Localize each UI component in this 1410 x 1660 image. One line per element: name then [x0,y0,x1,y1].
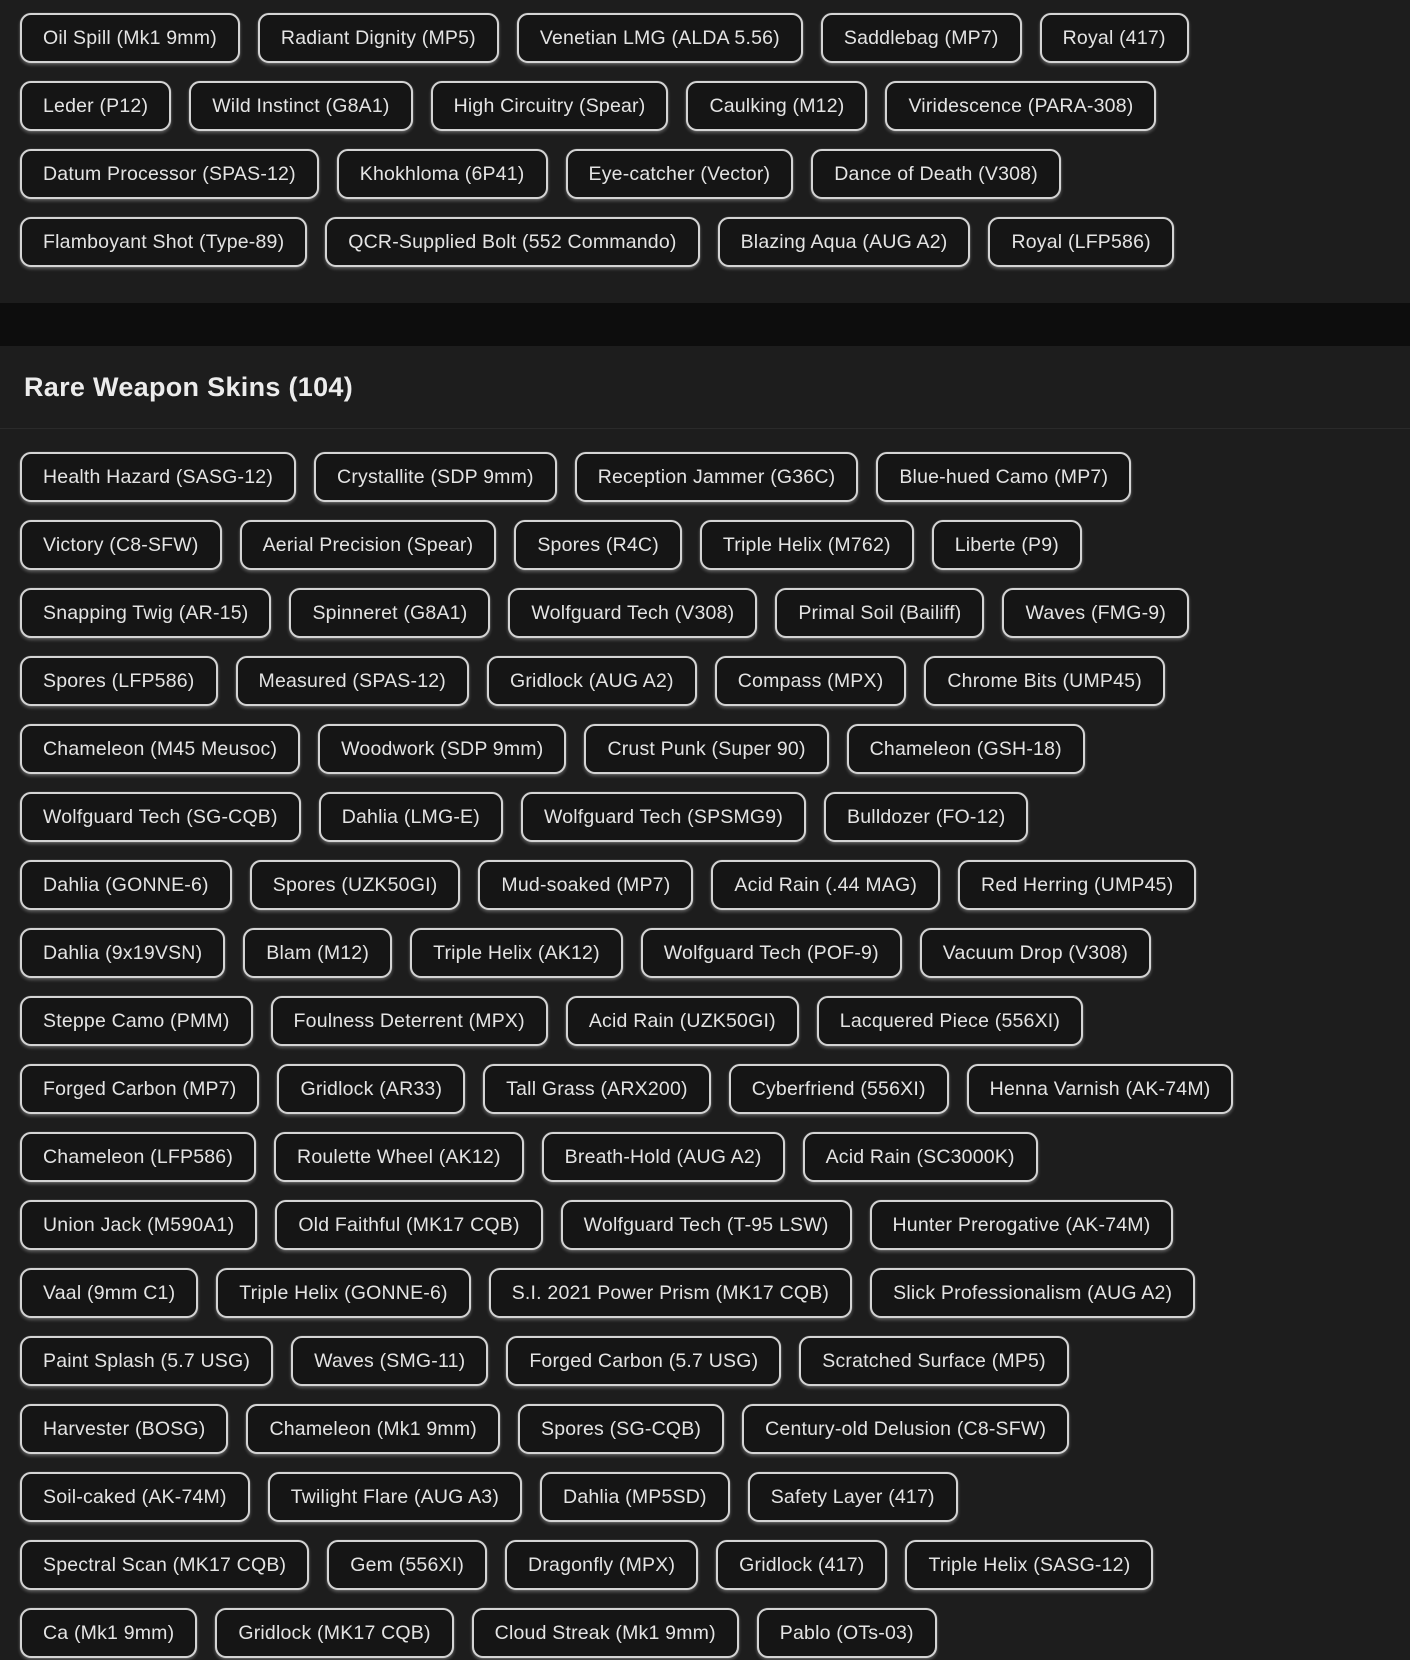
skin-pill[interactable]: Forged Carbon (MP7) [20,1064,259,1114]
skin-pill[interactable]: Aerial Precision (Spear) [240,520,497,570]
skin-pill[interactable]: Gridlock (MK17 CQB) [215,1608,453,1658]
skin-pill[interactable]: Steppe Camo (PMM) [20,996,253,1046]
skin-pill[interactable]: Wolfguard Tech (SG-CQB) [20,792,301,842]
skin-pill[interactable]: Wolfguard Tech (T-95 LSW) [561,1200,852,1250]
skin-pill[interactable]: Gem (556XI) [327,1540,487,1590]
skin-pill[interactable]: Twilight Flare (AUG A3) [268,1472,522,1522]
skin-pill[interactable]: Snapping Twig (AR-15) [20,588,271,638]
skin-pill[interactable]: Eye-catcher (Vector) [566,149,794,199]
skin-pill[interactable]: Royal (417) [1040,13,1189,63]
skin-pill[interactable]: Lacquered Piece (556XI) [817,996,1083,1046]
skin-pill[interactable]: Liberte (P9) [932,520,1082,570]
skin-pill[interactable]: Blazing Aqua (AUG A2) [718,217,971,267]
skin-pill[interactable]: QCR-Supplied Bolt (552 Commando) [325,217,699,267]
previous-skins-section [0,0,1410,303]
skin-pill[interactable]: Primal Soil (Bailiff) [775,588,984,638]
skin-pill[interactable]: Dahlia (LMG-E) [319,792,503,842]
skin-pill[interactable]: Dahlia (MP5SD) [540,1472,730,1522]
skin-pill-row [20,928,1390,978]
skin-pill[interactable]: Reception Jammer (G36C) [575,452,859,502]
skin-pill[interactable]: Saddlebag (MP7) [821,13,1022,63]
skin-pill[interactable]: Spectral Scan (MK17 CQB) [20,1540,309,1590]
skin-pill[interactable]: Forged Carbon (5.7 USG) [506,1336,781,1386]
skin-pill-row [20,792,1390,842]
skin-pill[interactable]: Spores (LFP586) [20,656,218,706]
skin-pill[interactable]: Harvester (BOSG) [20,1404,228,1454]
skin-pill[interactable]: Wolfguard Tech (POF-9) [641,928,902,978]
section-divider [0,303,1410,346]
skin-pill[interactable]: Scratched Surface (MP5) [799,1336,1069,1386]
skin-pill[interactable]: Foulness Deterrent (MPX) [271,996,548,1046]
skin-pill[interactable]: Venetian LMG (ALDA 5.56) [517,13,803,63]
skin-pill[interactable]: Gridlock (AUG A2) [487,656,697,706]
skin-pill[interactable]: Chameleon (GSH-18) [847,724,1085,774]
skin-pill[interactable]: Pablo (OTs-03) [757,1608,937,1658]
skin-pill[interactable]: Compass (MPX) [715,656,907,706]
skin-pill[interactable]: Paint Splash (5.7 USG) [20,1336,273,1386]
skin-pill[interactable]: Chameleon (Mk1 9mm) [246,1404,500,1454]
skin-pill-row [20,217,1390,267]
skin-pill[interactable]: Cloud Streak (Mk1 9mm) [472,1608,739,1658]
skin-pill[interactable]: Oil Spill (Mk1 9mm) [20,13,240,63]
skin-pill[interactable]: Mud-soaked (MP7) [478,860,693,910]
skin-pill[interactable]: Datum Processor (SPAS-12) [20,149,319,199]
skin-pill[interactable]: Caulking (M12) [686,81,867,131]
skin-pill[interactable]: Gridlock (AR33) [277,1064,465,1114]
rare-skins-pill-list [0,428,1410,1658]
skin-pill[interactable]: Gridlock (417) [716,1540,887,1590]
skin-pill[interactable]: Triple Helix (AK12) [410,928,623,978]
skin-pill[interactable]: Safety Layer (417) [748,1472,958,1522]
skin-pill[interactable]: Dragonfly (MPX) [505,1540,698,1590]
skin-pill-row [20,520,1390,570]
skin-pill[interactable]: Dahlia (9x19VSN) [20,928,225,978]
skin-pill[interactable]: Vaal (9mm C1) [20,1268,198,1318]
skin-pill[interactable]: Chameleon (M45 Meusoc) [20,724,300,774]
skin-pill[interactable]: Triple Helix (GONNE-6) [216,1268,470,1318]
skin-pill-row [20,860,1390,910]
skin-pill[interactable]: Leder (P12) [20,81,171,131]
skin-pill-row [20,1608,1390,1658]
skin-pill[interactable]: Acid Rain (SC3000K) [803,1132,1038,1182]
skin-pill[interactable]: Union Jack (M590A1) [20,1200,257,1250]
skin-pill[interactable]: Blue-hued Camo (MP7) [876,452,1131,502]
skin-pill[interactable]: Century-old Delusion (C8-SFW) [742,1404,1069,1454]
skin-pill[interactable]: Ca (Mk1 9mm) [20,1608,197,1658]
skin-pill[interactable]: Triple Helix (M762) [700,520,914,570]
skin-pill[interactable]: Red Herring (UMP45) [958,860,1196,910]
skin-pill-row [20,81,1390,131]
skin-pill[interactable]: Spores (SG-CQB) [518,1404,724,1454]
previous-skins-pill-list [20,13,1390,267]
skin-pill[interactable]: Dance of Death (V308) [811,149,1061,199]
skin-pill[interactable]: Wolfguard Tech (SPSMG9) [521,792,806,842]
skin-pill[interactable]: Measured (SPAS-12) [236,656,469,706]
skin-pill-row [20,724,1390,774]
skin-pill[interactable]: Bulldozer (FO-12) [824,792,1028,842]
skin-pill[interactable]: S.I. 2021 Power Prism (MK17 CQB) [489,1268,852,1318]
skin-pill[interactable]: Victory (C8-SFW) [20,520,222,570]
skin-pill[interactable]: Khokhloma (6P41) [337,149,548,199]
skin-pill-row [20,996,1390,1046]
skin-pill[interactable]: Acid Rain (.44 MAG) [711,860,940,910]
skin-pill[interactable]: Henna Varnish (AK-74M) [967,1064,1234,1114]
skin-pill[interactable]: Chameleon (LFP586) [20,1132,256,1182]
skin-pill-row [20,1472,1390,1522]
skin-pill[interactable]: Spores (UZK50GI) [250,860,461,910]
skin-pill[interactable]: Wolfguard Tech (V308) [508,588,757,638]
skin-pill-row [20,1200,1390,1250]
skin-pill[interactable]: Health Hazard (SASG-12) [20,452,296,502]
skin-pill-row [20,588,1390,638]
skin-pill[interactable]: Triple Helix (SASG-12) [905,1540,1153,1590]
skin-pill[interactable]: Vacuum Drop (V308) [920,928,1151,978]
skin-pill-row [20,1336,1390,1386]
skin-pill-row [20,149,1390,199]
skin-pill[interactable]: Old Faithful (MK17 CQB) [275,1200,542,1250]
skin-pill[interactable]: Crust Punk (Super 90) [584,724,828,774]
skin-pill[interactable]: Cyberfriend (556XI) [729,1064,949,1114]
skin-pill[interactable]: Blam (M12) [243,928,392,978]
skin-pill[interactable]: Chrome Bits (UMP45) [924,656,1165,706]
skin-pill[interactable]: Soil-caked (AK-74M) [20,1472,250,1522]
skin-pill[interactable]: Crystallite (SDP 9mm) [314,452,557,502]
skin-pill-row [20,452,1390,502]
skin-pill[interactable]: Waves (SMG-11) [291,1336,488,1386]
skin-pill-row [20,1268,1390,1318]
rare-skins-section-title: Rare Weapon Skins (104) [24,372,354,402]
skin-pill[interactable]: Roulette Wheel (AK12) [274,1132,524,1182]
skin-pill[interactable]: Woodwork (SDP 9mm) [318,724,566,774]
skin-pill-row [20,1404,1390,1454]
skin-pill[interactable]: Flamboyant Shot (Type-89) [20,217,307,267]
skin-pill-row [20,13,1390,63]
skin-pill[interactable]: Spores (R4C) [514,520,682,570]
skin-pill[interactable]: Royal (LFP586) [988,217,1173,267]
skin-pill[interactable]: Dahlia (GONNE-6) [20,860,232,910]
skin-pill-row [20,656,1390,706]
skin-pill[interactable]: Radiant Dignity (MP5) [258,13,499,63]
skin-pill[interactable]: High Circuitry (Spear) [431,81,669,131]
skin-pill[interactable]: Slick Professionalism (AUG A2) [870,1268,1195,1318]
skin-pill-row [20,1132,1390,1182]
skin-pill[interactable]: Hunter Prerogative (AK-74M) [870,1200,1174,1250]
skin-pill[interactable]: Acid Rain (UZK50GI) [566,996,799,1046]
skin-pill[interactable]: Waves (FMG-9) [1002,588,1189,638]
rare-skins-section [0,346,1410,1660]
skin-pill-row [20,1064,1390,1114]
skin-pill-row [20,1540,1390,1590]
skin-pill[interactable]: Tall Grass (ARX200) [483,1064,711,1114]
skin-pill[interactable]: Spinneret (G8A1) [289,588,490,638]
skin-pill[interactable]: Viridescence (PARA-308) [885,81,1156,131]
skin-pill[interactable]: Wild Instinct (G8A1) [189,81,412,131]
skin-pill[interactable]: Breath-Hold (AUG A2) [542,1132,785,1182]
